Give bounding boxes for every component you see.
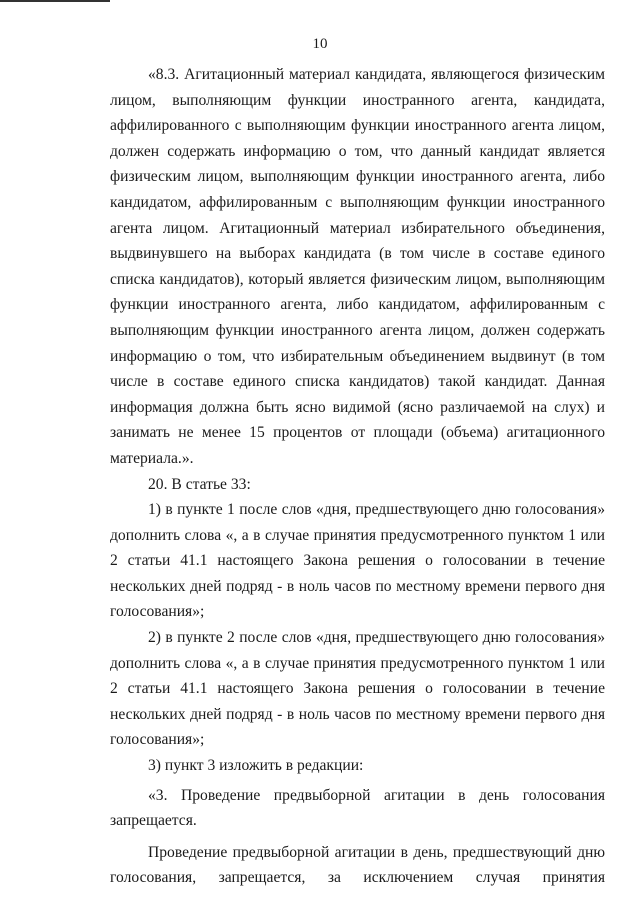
paragraph-article-33-heading: 20. В статье 33: [148,475,251,493]
paragraph-8-3: «8.3. Агитационный материал кандидата, являющегося физическим лицом, выполняющим функции иностранного агента, кандидата, аффилированного с выполняющим функции иностранного агента лицом, должен содержать информацию о том, что данный кандидат является физическим лицом, выполняющим функции иностранного агента, либо кандидатом, аффилированным с выполняющим функции иностранного агента лицом. Агитационный материал избирательного объединения, выдвинувшего на выборах кандидата (в том числе в составе единого списка кандидатов), который является физическим лицом, выполняющим функции иностранного агента, либо кандидатом, аффилированным с выполняющим функции иностранного агента лицом, должен содержать информацию о том, что избирательным объединением выдвинут (в том числе в составе единого списка кандидатов) такой кандидат. Данная информация должна быть ясно видимой (ясно различаемой на слух) и занимать не менее 15 процентов от площади (объема) агитационного материала.». [110,66,605,467]
document-body [110,62,605,891]
page-number: 10 [312,36,328,52]
paragraph-item-3: 3) пункт 3 изложить в редакции: [148,757,364,775]
paragraph-item-2: 2) в пункте 2 после слов «дня, предшествующего дню голосования» дополнить слова «, а в случае принятия предусмотренного пунктом 1 или 2 статьи 41.1 настоящего Закона решения о голосовании в течение нескольких дней подряд - в ноль часов по местному времени первого дня голосования»; [110,629,605,749]
paragraph-point-3: «3. Проведение предвыборной агитации в день голосования запрещается. [110,786,605,830]
paragraph-agitation-day-before: Проведение предвыборной агитации в день, предшествующий дню голосования, запрещается, за исключением случая принятия [110,843,605,887]
paragraph-item-1: 1) в пункте 1 после слов «дня, предшествующего дню голосования» дополнить слова «, а в случае принятия предусмотренного пунктом 1 или 2 статьи 41.1 настоящего Закона решения о голосовании в течение нескольких дней подряд - в ноль часов по местному времени первого дня голосования»; [110,501,605,621]
top-rule [0,0,110,2]
